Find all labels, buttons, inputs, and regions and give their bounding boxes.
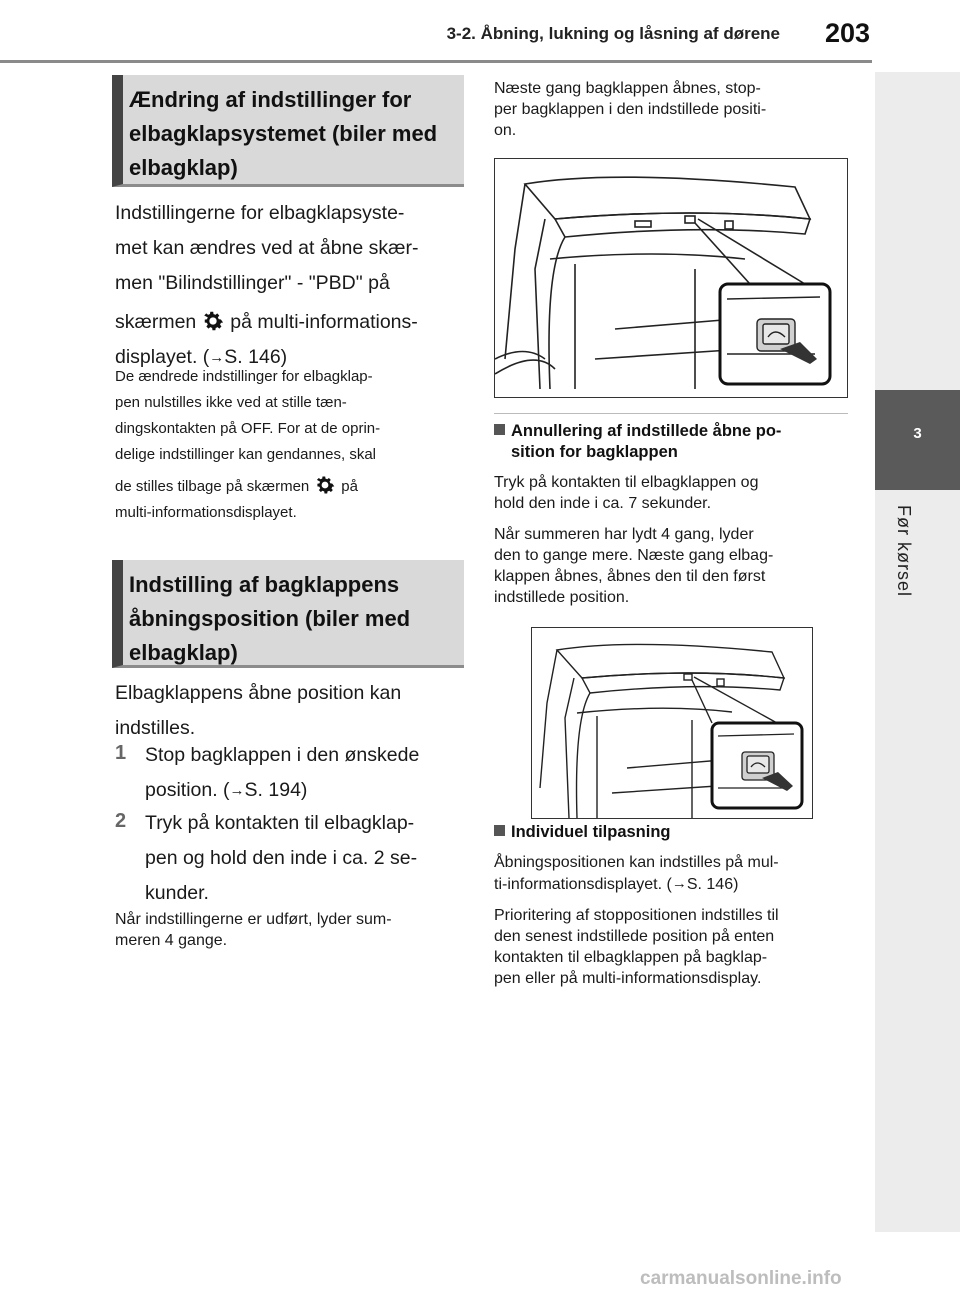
subsection-heading	[494, 421, 854, 442]
text-line: hold den inde i ca. 7 sekunder.	[494, 495, 712, 512]
subsection-customization	[494, 822, 854, 989]
text-line: meren 4 gange.	[115, 932, 228, 949]
header-rule	[0, 60, 872, 63]
chapter-number: 3	[913, 425, 922, 442]
step-2	[115, 806, 470, 911]
page-number: 203	[825, 18, 871, 48]
gear-icon	[313, 473, 337, 497]
step-text	[115, 738, 470, 808]
text-line: indstillede position.	[494, 589, 630, 606]
text-line: Prioritering af stoppositionen indstilles til	[494, 907, 779, 924]
text-line: De ændrede indstillinger for elbagklap-	[115, 368, 373, 385]
right-intro	[494, 78, 854, 141]
section1-paragraph	[115, 196, 470, 375]
subsection-heading	[494, 822, 854, 843]
text-line: den to gange mere. Næste gang elbag-	[494, 547, 774, 564]
text-span: skærmen	[115, 311, 197, 333]
text-line: pen og hold den inde i ca. 2 se-	[145, 847, 418, 869]
section-heading-opening-position	[112, 560, 464, 668]
square-bullet-icon	[494, 825, 505, 836]
tailgate-illustration-2	[531, 627, 813, 819]
text-line: den senest indstillede position på enten	[494, 928, 775, 945]
text-line: dingskontakten på OFF. For at de oprin-	[115, 420, 381, 437]
chapter-label: Før kørsel	[894, 505, 914, 597]
gear-icon	[200, 308, 226, 334]
subsection-heading-line: sition for bagklappen	[511, 443, 678, 461]
text-span: ti-informationsdisplayet. (	[494, 876, 672, 893]
square-bullet-icon	[494, 424, 505, 435]
text-line: met kan ændres ved at åbne skær-	[115, 237, 419, 259]
header-title: 3-2. Åbning, lukning og låsning af dørene	[446, 24, 780, 43]
paragraph	[494, 905, 854, 989]
text-line: klappen åbnes, åbnes den til den først	[494, 568, 766, 585]
text-span: Individuel tilpasning	[511, 823, 671, 841]
step-number: 2	[115, 810, 127, 832]
section2-intro	[115, 676, 470, 746]
paragraph	[494, 852, 854, 895]
text-line: delige indstillinger kan gendannes, skal	[115, 446, 377, 463]
paragraph	[494, 524, 854, 608]
text-line: Når indstillingerne er udført, lyder sum-	[115, 911, 392, 928]
text-span: de stilles tilbage på skærmen	[115, 478, 310, 495]
text-line: Når summeren har lydt 4 gang, lyder	[494, 526, 754, 543]
side-bar	[875, 72, 960, 1232]
text-line	[145, 773, 470, 808]
text-line	[115, 473, 470, 500]
text-span: på	[341, 478, 358, 495]
text-line: Stop bagklappen i den ønskede	[145, 744, 420, 766]
text-span: position. (	[145, 779, 230, 801]
arrow-right-icon: →	[229, 782, 245, 799]
page-reference: S. 146)	[686, 876, 739, 893]
arrow-right-icon: →	[671, 875, 687, 892]
text-span: på multi-informations-	[230, 311, 418, 333]
section1-note	[115, 364, 470, 526]
text-line: kunder.	[145, 882, 209, 904]
text-line: multi-informationsdisplayet.	[115, 504, 297, 521]
text-line: kontakten til elbagklappen på bagklap-	[494, 949, 768, 966]
page-reference: S. 146)	[224, 346, 288, 368]
text-line: Næste gang bagklappen åbnes, stop-	[494, 80, 761, 97]
paragraph	[494, 472, 854, 514]
step-text	[115, 806, 470, 911]
page-reference: S. 194)	[244, 779, 308, 801]
subsection-cancel	[494, 421, 854, 608]
step-1	[115, 738, 470, 808]
watermark: carmanualsonline.info	[640, 1268, 842, 1289]
text-line: on.	[494, 122, 517, 139]
text-line: Elbagklappens åbne position kan	[115, 682, 402, 704]
section-heading-settings	[112, 75, 464, 187]
text-line: Tryk på kontakten til elbagklap-	[145, 812, 415, 834]
text-line: pen eller på multi-informationsdisplay.	[494, 970, 762, 987]
arrow-right-icon: →	[209, 349, 225, 366]
text-line: pen nulstilles ikke ved at stille tæn-	[115, 394, 347, 411]
text-line: per bagklappen i den indstillede positi-	[494, 101, 767, 118]
section-heading-text: Ændring af indstillinger for elbagklapsystemet (biler med elbagklap)	[129, 87, 438, 180]
section-heading-text: Indstilling af bagklappens åbningsposition (biler med elbagklap)	[129, 572, 411, 665]
text-line: Tryk på kontakten til elbagklappen og	[494, 474, 759, 491]
tailgate-drawing	[495, 159, 848, 398]
section2-note	[115, 909, 470, 951]
text-span: Annullering af indstillede åbne po-	[511, 422, 782, 440]
tailgate-illustration-1	[494, 158, 848, 398]
tailgate-drawing	[532, 628, 813, 819]
step-number: 1	[115, 742, 127, 764]
text-span: displayet. (	[115, 346, 210, 368]
divider	[494, 413, 848, 414]
text-line: indstilles.	[115, 717, 196, 739]
text-line	[494, 873, 854, 895]
text-line: Åbningspositionen kan indstilles på mul-	[494, 854, 779, 871]
text-line: Indstillingerne for elbagklapsyste-	[115, 202, 405, 224]
text-line: men "Bilindstillinger" - "PBD" på	[115, 272, 390, 294]
text-line	[115, 305, 470, 340]
